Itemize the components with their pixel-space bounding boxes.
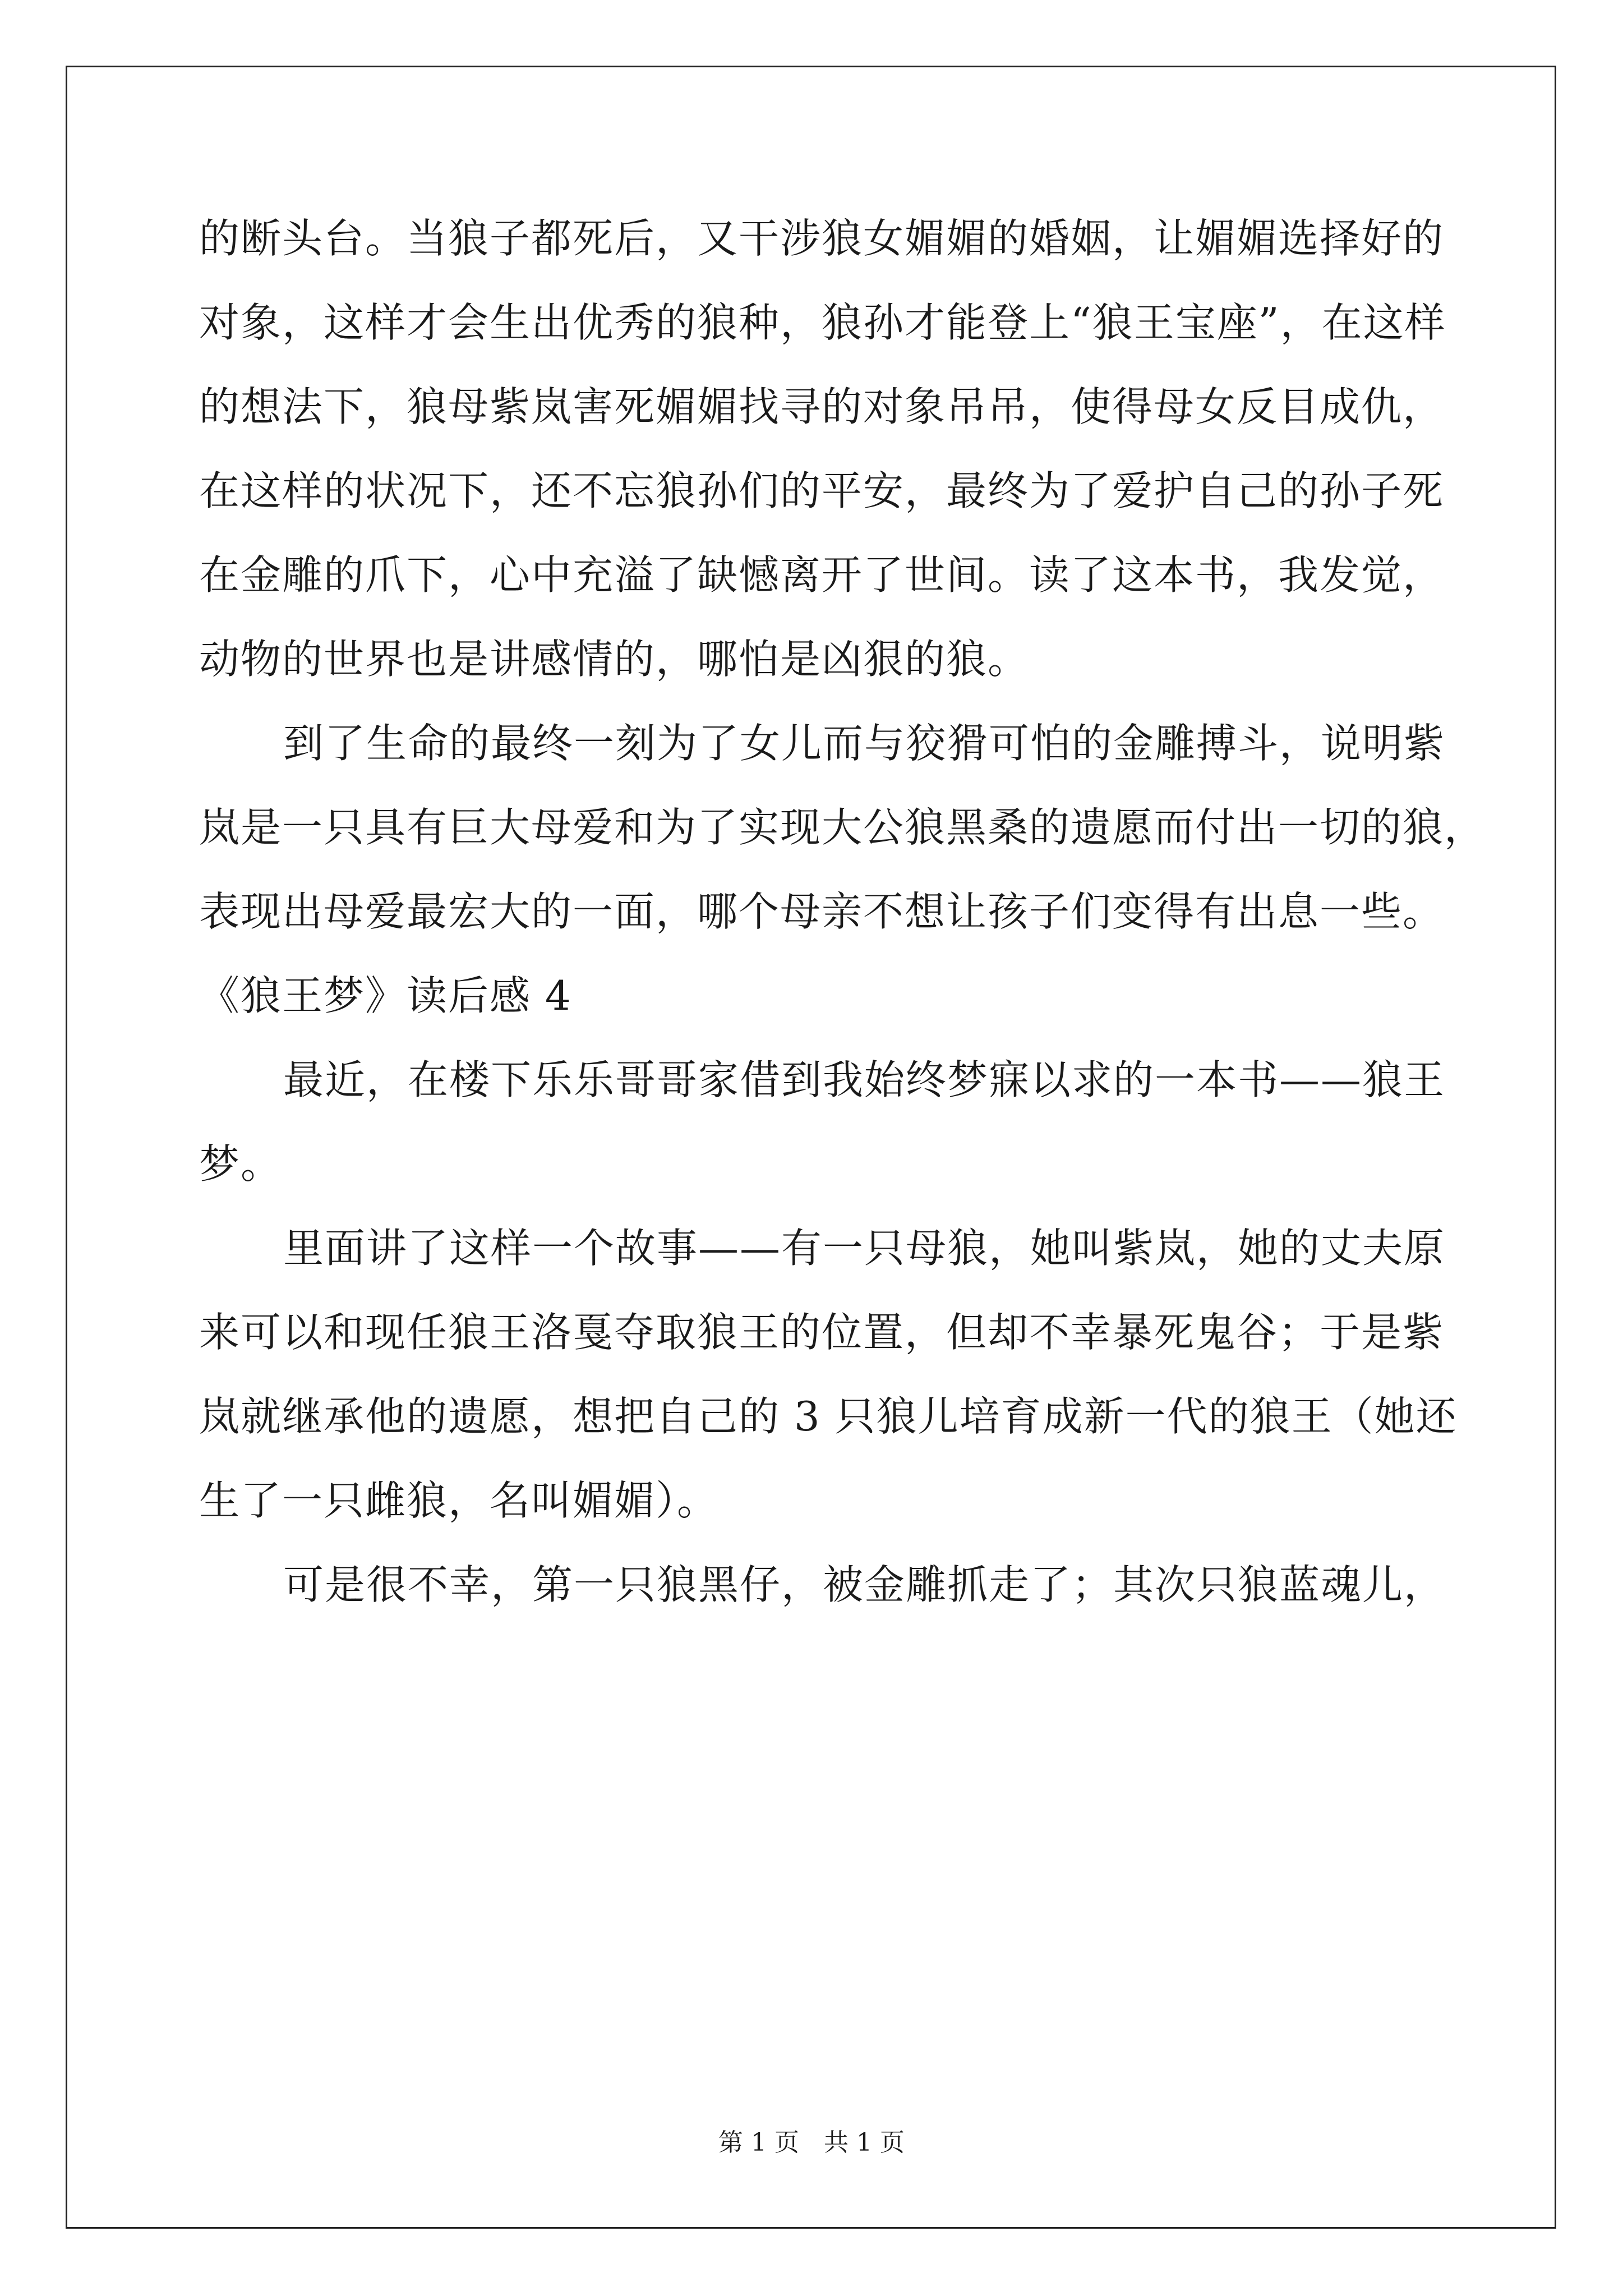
text-line: 来可以和现任狼王洛戛夺取狼王的位置，但却不幸暴死鬼谷；于是紫 <box>199 1309 1445 1356</box>
text-line: 岚是一只具有巨大母爱和为了实现大公狼黑桑的遗愿而付出一切的狼， <box>199 804 1486 851</box>
text-line: 在金雕的爪下，心中充溢了缺憾离开了世间。读了这本书，我发觉， <box>199 551 1445 599</box>
text-line: 的想法下，狼母紫岚害死媚媚找寻的对象吊吊，使得母女反目成仇， <box>199 383 1445 430</box>
text-line: 在这样的状况下，还不忘狼孙们的平安，最终为了爱护自己的孙子死 <box>199 467 1445 514</box>
text-line: 对象，这样才会生出优秀的狼种，狼孙才能登上“狼王宝座”，在这样 <box>199 299 1446 346</box>
text-line: 的断头台。当狼子都死后，又干涉狼女媚媚的婚姻，让媚媚选择好的 <box>199 215 1445 262</box>
section-heading: 《狼王梦》读后感 4 <box>199 972 572 1019</box>
paragraph-start-line: 到了生命的最终一刻为了女儿而与狡猾可怕的金雕搏斗，说明紫 <box>283 720 1446 767</box>
text-line: 岚就继承他的遗愿，想把自己的 3 只狼儿培育成新一代的狼王（她还 <box>199 1393 1458 1440</box>
text-line: 梦。 <box>199 1140 283 1188</box>
text-line: 生了一只雌狼，名叫媚媚）。 <box>199 1477 719 1524</box>
text-line: 表现出母爱最宏大的一面，哪个母亲不想让孩子们变得有出息一些。 <box>199 888 1445 935</box>
text-line: 动物的世界也是讲感情的，哪怕是凶狠的狼。 <box>199 636 1030 683</box>
paragraph-start-line: 可是很不幸，第一只狼黑仔，被金雕抓走了；其次只狼蓝魂儿， <box>283 1561 1446 1608</box>
paragraph-start-line: 最近，在楼下乐乐哥哥家借到我始终梦寐以求的一本书——狼王 <box>283 1056 1446 1103</box>
paragraph-start-line: 里面讲了这样一个故事——有一只母狼，她叫紫岚，她的丈夫原 <box>283 1225 1446 1272</box>
page-footer: 第 1 页 共 1 页 <box>718 2128 905 2157</box>
